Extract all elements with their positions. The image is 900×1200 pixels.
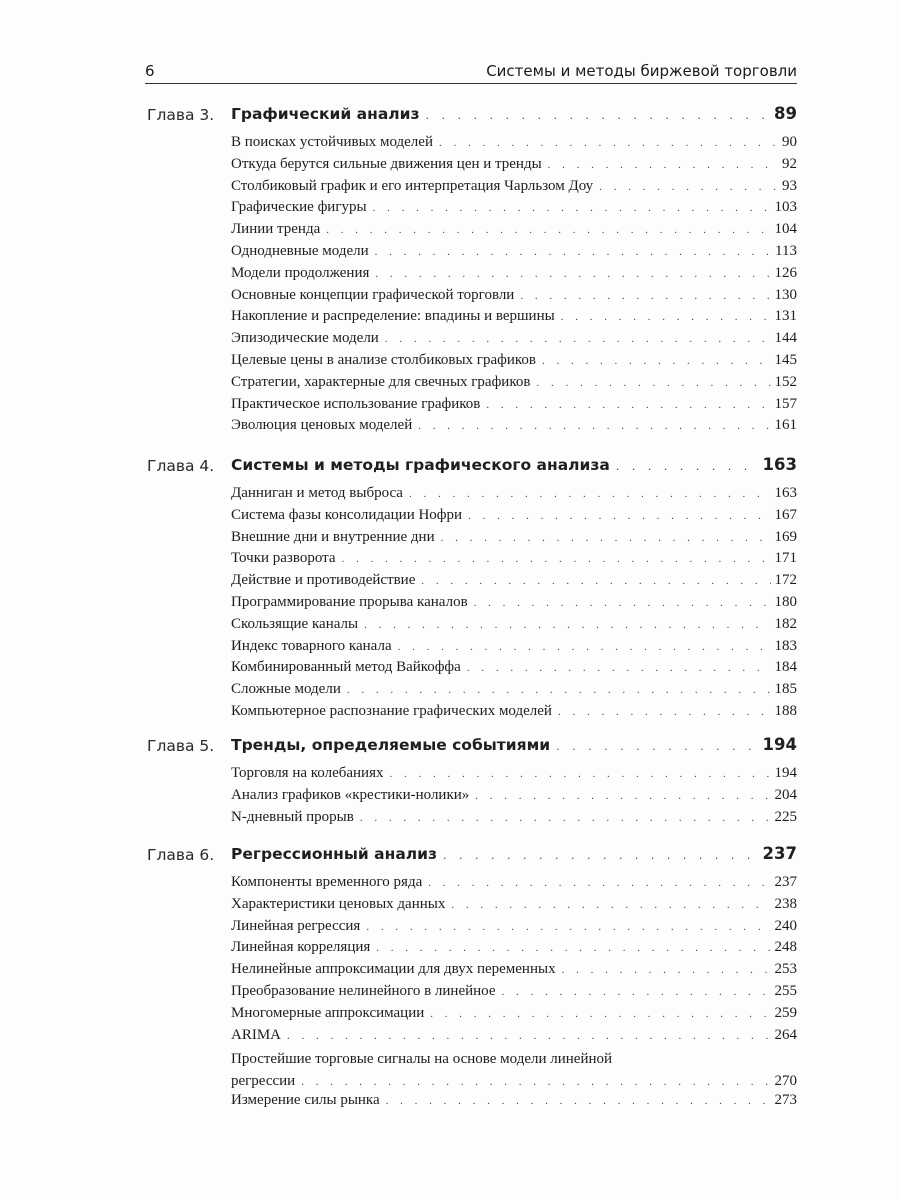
entry-title: Целевые цены в анализе столбиковых графиков (231, 352, 536, 368)
entry-page-number: 126 (774, 264, 797, 281)
entry-title: Характеристики ценовых данных (231, 895, 446, 912)
dot-leader (301, 1071, 770, 1093)
dot-leader (451, 899, 770, 911)
dot-leader (475, 790, 770, 802)
entry-page-number: 204 (774, 786, 797, 803)
toc-entry[interactable] (231, 243, 797, 265)
entry-page-number: 188 (774, 703, 797, 719)
page-number: 6 (145, 62, 155, 80)
entry-page-number: 194 (774, 765, 797, 781)
chapter-title: Регрессионный анализ (231, 845, 438, 863)
dot-leader (562, 964, 771, 976)
entry-title: N-дневный прорыв (231, 808, 354, 825)
dot-leader (398, 641, 771, 653)
chapter-heading[interactable] (0, 103, 900, 127)
entry-title: Практическое использование графиков (231, 395, 481, 412)
entry-page-number: 225 (774, 808, 797, 825)
dot-leader (428, 877, 770, 889)
toc-entry[interactable] (231, 374, 797, 396)
toc-entry[interactable] (231, 221, 797, 243)
entry-page-number: 240 (774, 917, 797, 934)
toc-entry[interactable] (231, 330, 797, 352)
entry-page-number: 264 (774, 1026, 797, 1043)
toc-entry[interactable] (231, 809, 797, 831)
entry-title: Точки разворота (231, 550, 336, 567)
entry-title: Компьютерное распознание графических моделей (231, 703, 552, 719)
dot-leader (430, 1008, 770, 1020)
entry-page-number: 182 (774, 615, 797, 632)
entry-title: Многомерные аппроксимации (231, 1004, 425, 1021)
toc-entry[interactable] (231, 396, 797, 418)
chapter-title: Тренды, определяемые событиями (231, 736, 551, 754)
toc-entry[interactable] (231, 199, 797, 221)
dot-leader (441, 532, 771, 544)
dot-leader (366, 921, 770, 933)
entry-page-number: 161 (774, 417, 797, 434)
dot-leader (376, 942, 770, 954)
entry-title: Скользящие каналы (231, 615, 359, 632)
running-title: Системы и методы биржевой торговли (486, 62, 797, 80)
dot-leader (418, 420, 770, 432)
chapter-title: Системы и методы графического анализа (231, 456, 610, 474)
entry-title: регрессии (231, 1073, 296, 1090)
dot-leader (486, 399, 770, 411)
entry-title: Стратегии, характерные для свечных графиков (231, 373, 531, 390)
entry-page-number: 273 (774, 1092, 797, 1108)
toc-entry[interactable] (231, 417, 797, 439)
entry-continuation-line (231, 1070, 797, 1093)
entry-page-number: 259 (774, 1004, 797, 1021)
toc-entry[interactable] (231, 918, 797, 940)
dot-leader (375, 268, 770, 280)
entry-title: Линейная корреляция (231, 939, 371, 956)
toc-entry[interactable] (231, 765, 797, 787)
entry-title: Данниган и метод выброса (231, 485, 403, 501)
entry-page-number: 145 (774, 352, 797, 368)
dot-leader (326, 224, 770, 236)
entry-title: Действие и противодействие (231, 572, 416, 589)
entry-page-number: 113 (775, 243, 797, 259)
entry-page-number: 104 (774, 221, 797, 238)
entry-page-number: 167 (774, 506, 797, 523)
entry-title: Линейная регрессия (231, 917, 361, 934)
entry-page-number: 185 (774, 681, 797, 698)
entry-title: Модели продолжения (231, 264, 370, 281)
entry-page-number: 169 (774, 528, 797, 545)
toc-entry[interactable] (231, 939, 797, 961)
entry-title: Накопление и распределение: впадины и вершины (231, 308, 555, 325)
entry-page-number: 248 (774, 939, 797, 956)
dot-leader (360, 812, 771, 824)
toc-entry[interactable] (231, 134, 797, 156)
chapter-page-number: 89 (774, 104, 797, 123)
chapter-heading[interactable] (0, 843, 900, 867)
chapter-label: Глава 3. (147, 106, 215, 124)
dot-leader (561, 311, 771, 323)
entry-title: Основные концепции графической торговли (231, 286, 515, 303)
dot-leader (373, 202, 771, 214)
dot-leader (421, 575, 770, 587)
entry-page-number: 157 (774, 395, 797, 412)
dot-leader (536, 377, 770, 389)
entry-title: В поисках устойчивых моделей (231, 134, 433, 150)
header-rule (145, 83, 797, 84)
entry-page-number: 152 (774, 373, 797, 390)
entry-title: Программирование прорыва каналов (231, 594, 468, 610)
chapter-title-line (231, 455, 797, 474)
toc-entry[interactable] (231, 983, 797, 1005)
chapter-label: Глава 6. (147, 846, 215, 864)
toc-entry[interactable] (231, 1092, 797, 1114)
toc-entry[interactable] (231, 659, 797, 681)
dot-leader (616, 460, 759, 473)
entry-title: Преобразование нелинейного в линейное (231, 983, 496, 999)
dot-leader (548, 159, 778, 171)
toc-entry[interactable] (231, 681, 797, 703)
entry-page-number: 131 (774, 308, 797, 325)
entry-page-number: 183 (774, 637, 797, 654)
chapter-title-line (231, 104, 797, 123)
toc-entry[interactable] (231, 787, 797, 809)
dot-leader (599, 181, 778, 193)
entry-title: Внешние дни и внутренние дни (231, 528, 435, 545)
dot-leader (468, 510, 770, 522)
entry-page-number: 144 (774, 330, 797, 347)
toc-entry[interactable] (231, 961, 797, 983)
entry-title: Торговля на колебаниях (231, 765, 384, 781)
toc-entry[interactable] (231, 874, 797, 896)
dot-leader (287, 1030, 770, 1042)
dot-leader (375, 246, 771, 258)
dot-leader (439, 137, 778, 149)
entry-title: Измерение силы рынка (231, 1092, 380, 1108)
toc-entry[interactable] (231, 352, 797, 374)
toc-entry[interactable] (231, 529, 797, 551)
chapter-heading[interactable] (0, 454, 900, 478)
entry-page-number: 255 (774, 983, 797, 999)
dot-leader (474, 597, 771, 609)
dot-leader (426, 109, 771, 122)
chapter-title-line (231, 844, 797, 863)
entry-title: Анализ графиков «крестики-нолики» (231, 786, 470, 803)
dot-leader (542, 355, 771, 367)
entry-page-number: 92 (782, 155, 797, 172)
toc-entry[interactable] (231, 572, 797, 594)
entry-page-number: 172 (774, 572, 797, 589)
dot-leader (347, 684, 771, 696)
toc-entry[interactable] (231, 638, 797, 660)
toc-entry[interactable] (231, 178, 797, 200)
entry-title: Однодневные модели (231, 243, 369, 259)
entry-page-number: 238 (774, 895, 797, 912)
dot-leader (385, 333, 771, 345)
entry-title: Система фазы консолидации Нофри (231, 506, 463, 523)
toc-entry[interactable] (231, 594, 797, 616)
entry-title: Простейшие торговые сигналы на основе модели линейной (231, 1051, 613, 1068)
entry-title: ARIMA (231, 1026, 282, 1043)
toc-entry[interactable] (231, 703, 797, 725)
entry-title: Эволюция ценовых моделей (231, 417, 413, 434)
entry-title: Комбинированный метод Вайкоффа (231, 659, 461, 676)
entry-page-number: 163 (774, 485, 797, 501)
toc-entry[interactable] (231, 287, 797, 309)
dot-leader (556, 740, 758, 753)
entry-page-number: 90 (782, 134, 797, 150)
entry-title: Индекс товарного канала (231, 637, 392, 654)
toc-entry[interactable] (231, 507, 797, 529)
toc-entry[interactable] (231, 265, 797, 287)
running-head (145, 58, 797, 82)
toc-entry[interactable] (231, 896, 797, 918)
dot-leader (558, 706, 771, 718)
dot-leader (386, 1095, 771, 1107)
chapter-page-number: 194 (762, 735, 797, 754)
entry-title: Линии тренда (231, 221, 321, 238)
dot-leader (443, 849, 759, 862)
chapter-title-line (231, 735, 797, 754)
entry-page-number: 237 (774, 874, 797, 890)
entry-page-number: 103 (774, 199, 797, 216)
chapter-label: Глава 4. (147, 457, 215, 475)
toc-entry[interactable] (231, 1005, 797, 1027)
entry-page-number: 270 (774, 1073, 797, 1090)
chapter-title: Графический анализ (231, 105, 420, 123)
toc-entry[interactable] (231, 1027, 797, 1049)
toc-entry[interactable] (231, 550, 797, 572)
entry-title: Нелинейные аппроксимации для двух переменных (231, 961, 556, 978)
dot-leader (342, 553, 771, 565)
entry-page-number: 171 (774, 550, 797, 567)
chapter-page-number: 163 (762, 455, 797, 474)
toc-entry[interactable] (231, 485, 797, 507)
toc-entry[interactable] (231, 1048, 797, 1092)
dot-leader (467, 662, 771, 674)
entry-title: Компоненты временного ряда (231, 874, 423, 890)
dot-leader (502, 986, 771, 998)
entry-page-number: 180 (774, 594, 797, 610)
chapter-heading[interactable] (0, 734, 900, 758)
entry-page-number: 93 (782, 177, 797, 194)
chapter-page-number: 237 (762, 844, 797, 863)
toc-entry[interactable] (231, 308, 797, 330)
dot-leader (520, 290, 770, 302)
entry-title: Откуда берутся сильные движения цен и тренды (231, 155, 542, 172)
entry-page-number: 253 (774, 961, 797, 978)
toc-entry[interactable] (231, 156, 797, 178)
entry-title: Сложные модели (231, 681, 341, 698)
entry-page-number: 184 (774, 659, 797, 676)
entry-title: Эпизодические модели (231, 330, 379, 347)
entry-page-number: 130 (774, 286, 797, 303)
chapter-label: Глава 5. (147, 737, 215, 755)
toc-entry[interactable] (231, 616, 797, 638)
dot-leader (389, 768, 770, 780)
dot-leader (409, 488, 771, 500)
dot-leader (364, 619, 770, 631)
entry-title: Графические фигуры (231, 199, 367, 216)
entry-title: Столбиковый график и его интерпретация Чарльзом Доу (231, 177, 594, 194)
